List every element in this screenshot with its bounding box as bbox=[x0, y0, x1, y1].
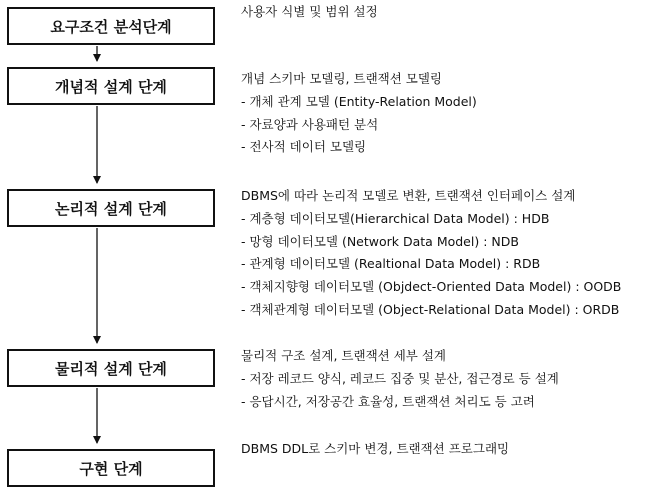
desc-line: - 망형 데이터모델 (Network Data Model) : NDB bbox=[241, 233, 519, 249]
stage-desc-conceptual bbox=[241, 68, 477, 159]
stage-box-requirements bbox=[7, 7, 215, 45]
stage-title: 물리적 설계 단계 bbox=[55, 359, 167, 378]
stage-desc-physical bbox=[241, 345, 559, 413]
stage-title: 요구조건 분석단계 bbox=[50, 17, 172, 36]
desc-line: 사용자 식별 및 범위 설정 bbox=[241, 4, 378, 19]
desc-line: - 전사적 데이터 모델링 bbox=[241, 139, 367, 155]
stage-box-conceptual bbox=[7, 67, 215, 105]
desc-line: 개념 스키마 모델링, 트랜잭션 모델링 bbox=[241, 71, 442, 86]
desc-line: - 계층형 데이터모델(Hierarchical Data Model) : HDB bbox=[241, 210, 550, 226]
stage-box-physical bbox=[7, 349, 215, 387]
desc-line: 물리적 구조 설계, 트랜잭션 세부 설계 bbox=[241, 348, 446, 363]
desc-line: DBMS에 따라 논리적 모델로 변환, 트랜잭션 인터페이스 설계 bbox=[241, 188, 576, 203]
stage-title: 개념적 설계 단계 bbox=[55, 77, 167, 96]
stage-title: 논리적 설계 단계 bbox=[55, 199, 167, 218]
desc-line: - 자료양과 사용패턴 분석 bbox=[241, 116, 379, 132]
stage-box-implementation bbox=[7, 449, 215, 487]
desc-line: - 응답시간, 저장공간 효율성, 트랜잭션 처리도 등 고려 bbox=[241, 393, 535, 409]
desc-line: - 개체 관계 모델 (Entity-Relation Model) bbox=[241, 93, 477, 109]
desc-line: - 객체지향형 데이터모델 (Objdect-Oriented Data Model) : OODB bbox=[241, 279, 622, 295]
stage-desc-logical bbox=[241, 185, 621, 322]
desc-line: - 저장 레코드 양식, 레코드 집중 및 분산, 접근경로 등 설계 bbox=[241, 370, 559, 386]
stage-desc-requirements bbox=[241, 1, 378, 24]
stage-desc-implementation bbox=[241, 438, 509, 461]
desc-line: - 관계형 데이터모델 (Realtional Data Model) : RDB bbox=[241, 256, 541, 272]
desc-line: DBMS DDL로 스키마 변경, 트랜잭션 프로그래밍 bbox=[241, 441, 510, 456]
stage-box-logical bbox=[7, 189, 215, 227]
desc-line: - 객체관계형 데이터모델 (Object-Relational Data Model) : ORDB bbox=[241, 301, 620, 317]
stage-title: 구현 단계 bbox=[79, 459, 143, 478]
